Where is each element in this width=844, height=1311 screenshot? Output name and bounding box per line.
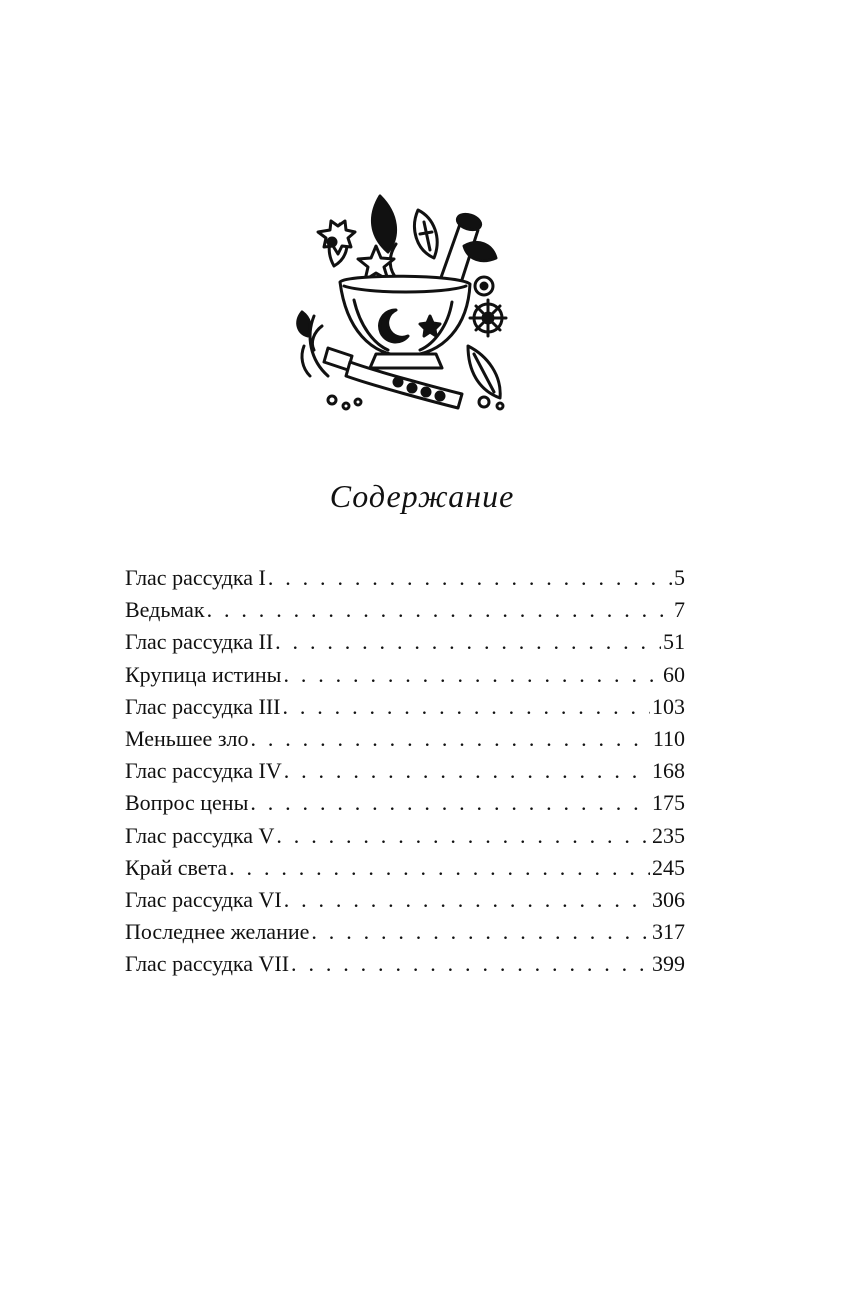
toc-entry[interactable]: [125, 820, 685, 852]
toc-leader-dots: [276, 820, 650, 852]
toc-leader-dots: [283, 659, 661, 691]
toc-entry[interactable]: [125, 755, 685, 787]
toc-entry-page: 245: [652, 854, 685, 880]
toc-entry-page: 60: [663, 661, 685, 687]
toc-entry[interactable]: [125, 948, 685, 980]
toc-entry-page: 399: [652, 951, 685, 977]
toc-entry-page: 317: [652, 919, 685, 945]
toc-entry-page: 51: [663, 629, 685, 655]
toc-entry-title: Край света: [125, 854, 228, 880]
toc-entry[interactable]: [125, 787, 685, 819]
toc-entry[interactable]: [125, 626, 685, 658]
table-of-contents: [125, 562, 685, 980]
toc-entry-page: 103: [652, 693, 685, 719]
toc-leader-dots: [250, 723, 650, 755]
toc-entry-title: Глас рассудка VI: [125, 886, 282, 912]
toc-entry-title: Вопрос цены: [125, 790, 249, 816]
toc-entry-title: Ведьмак: [125, 597, 205, 623]
toc-entry-title: Глас рассудка II: [125, 629, 274, 655]
toc-entry-page: 175: [652, 790, 685, 816]
toc-entry-page: 110: [652, 725, 685, 751]
toc-entry-page: 306: [652, 886, 685, 912]
toc-entry-title: Крупица истины: [125, 661, 282, 687]
toc-entry[interactable]: [125, 594, 685, 626]
toc-entry-title: Глас рассудка VII: [125, 951, 290, 977]
toc-leader-dots: [284, 755, 650, 787]
toc-entry[interactable]: [125, 852, 685, 884]
toc-leader-dots: [282, 691, 650, 723]
toc-entry-page: 235: [652, 822, 685, 848]
toc-leader-dots: [207, 594, 672, 626]
toc-entry-title: Глас рассудка I: [125, 565, 266, 590]
toc-leader-dots: [275, 626, 661, 658]
toc-entry-page: 168: [652, 758, 685, 784]
toc-entry[interactable]: [125, 659, 685, 691]
toc-entry[interactable]: [125, 884, 685, 916]
toc-leader-dots: [229, 852, 650, 884]
toc-entry-page: 5: [674, 565, 685, 590]
page-title: Содержание: [329, 478, 515, 514]
mortar-and-pestle-herbs-icon: [288, 176, 532, 420]
toc-entry-title: Глас рассудка IV: [125, 758, 282, 784]
toc-entry[interactable]: [125, 562, 685, 594]
toc-entry-page: 7: [674, 597, 685, 623]
toc-entry-title: Глас рассудка V: [125, 822, 275, 848]
toc-leader-dots: [250, 787, 650, 819]
toc-leader-dots: [291, 948, 650, 980]
toc-entry[interactable]: [125, 723, 685, 755]
toc-entry[interactable]: [125, 916, 685, 948]
toc-leader-dots: [311, 916, 650, 948]
toc-entry-title: Последнее желание: [125, 919, 310, 945]
toc-leader-dots: [268, 562, 672, 594]
toc-entry[interactable]: [125, 691, 685, 723]
toc-entry-title: Глас рассудка III: [125, 693, 281, 719]
toc-entry-title: Меньшее зло: [125, 725, 249, 751]
toc-leader-dots: [284, 884, 650, 916]
